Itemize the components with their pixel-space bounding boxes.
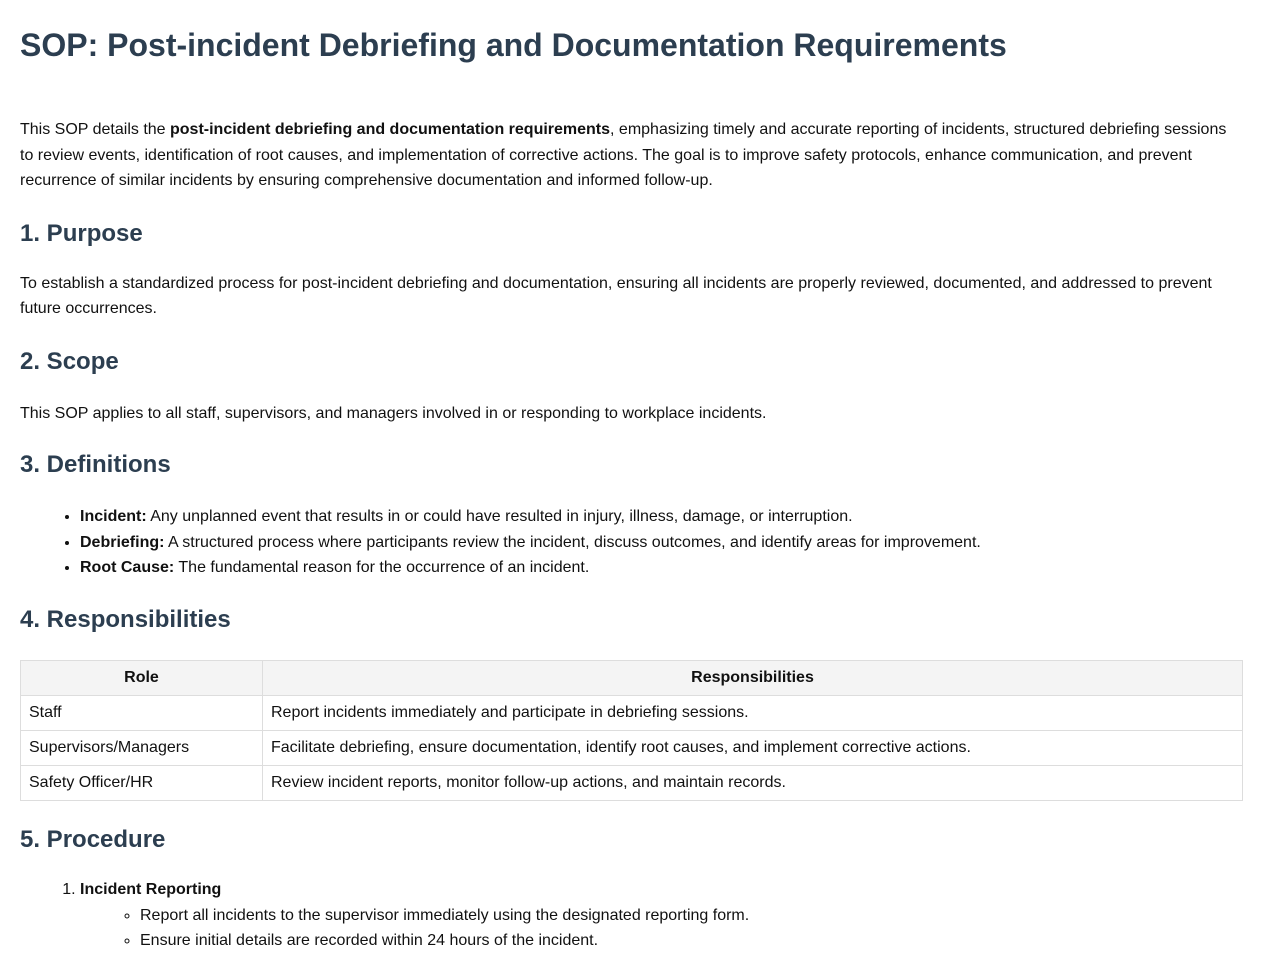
role-cell: Supervisors/Managers	[21, 730, 263, 765]
definition-item-debriefing	[80, 530, 1243, 556]
column-header-role: Role	[21, 660, 263, 695]
section-heading-procedure: 5. Procedure	[20, 825, 166, 853]
procedure-step	[80, 877, 1243, 953]
table-row	[21, 730, 1243, 765]
definition-item-root-cause	[80, 555, 1243, 581]
column-header-responsibilities: Responsibilities	[263, 660, 1243, 695]
responsibilities-table	[20, 660, 1243, 801]
definition-term: Root Cause:	[80, 559, 175, 576]
definition-item-incident	[80, 504, 1243, 530]
procedure-list	[20, 877, 1243, 953]
section-heading-scope: 2. Scope	[20, 347, 119, 375]
procedure-step-title: Incident Reporting	[80, 880, 222, 898]
table-row	[21, 765, 1243, 800]
definition-text: Any unplanned event that results in or could have resulted in injury, illness, damage, or interruption.	[146, 508, 853, 525]
intro-text-before: This SOP details the	[20, 121, 170, 138]
intro-text-after: , emphasizing timely and accurate reporting of incidents, structured debriefing sessions to review events, identification of root causes, and implementation of corrective actions. The goal is to improve safety protocols, enhance communication, and prevent recurrence of similar incidents by ensuring comprehensive documentation and informed follow-up.	[20, 121, 1227, 189]
page-title: SOP: Post-incident Debriefing and Documentation Requirements	[20, 27, 1007, 63]
procedure-substep: ◦ Report all incidents to the supervisor immediately using the designated reporting form.	[140, 903, 1243, 928]
definition-term: Incident:	[80, 508, 147, 525]
role-cell: Staff	[21, 695, 263, 730]
definitions-list	[20, 504, 1243, 581]
definition-text: A structured process where participants review the incident, discuss outcomes, and identify areas for improvement.	[164, 533, 981, 551]
procedure-substep: ◦ Ensure initial details are recorded within 24 hours of the incident.	[140, 928, 1243, 953]
intro-paragraph	[20, 117, 1243, 194]
table-row	[21, 695, 1243, 730]
definition-term: Debriefing:	[80, 533, 165, 551]
scope-paragraph: This SOP applies to all staff, supervisors, and managers involved in or responding to workplace incidents.	[20, 404, 767, 422]
responsibility-cell: Report incidents immediately and participate in debriefing sessions.	[263, 695, 1243, 730]
role-cell: Safety Officer/HR	[21, 765, 263, 800]
definition-text: The fundamental reason for the occurrence of an incident.	[174, 559, 590, 576]
section-heading-definitions: 3. Definitions	[20, 451, 171, 478]
table-header-row	[21, 660, 1243, 695]
section-heading-purpose: 1. Purpose	[20, 219, 143, 247]
purpose-paragraph: To establish a standardized process for post-incident debriefing and documentation, ensuring all incidents are properly reviewed, documented, and addressed to prevent future occurrences.	[20, 274, 1212, 317]
responsibility-cell: Facilitate debriefing, ensure documentation, identify root causes, and implement corrective actions.	[263, 730, 1243, 765]
intro-text-bold: post-incident debriefing and documentation requirements	[170, 121, 611, 138]
responsibility-cell: Review incident reports, monitor follow-up actions, and maintain records.	[263, 765, 1243, 800]
section-heading-responsibilities: 4. Responsibilities	[20, 605, 231, 633]
procedure-substep-list	[80, 903, 1243, 953]
